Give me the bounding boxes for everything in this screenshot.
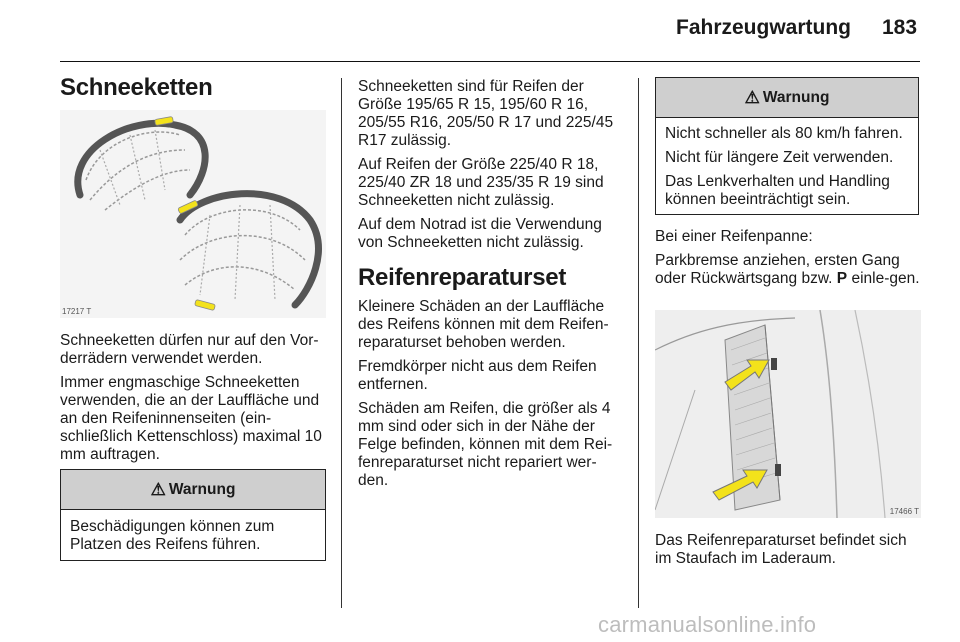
left-column	[60, 74, 326, 102]
column-divider-left	[341, 78, 342, 608]
paragraph: Schneeketten dürfen nur auf den Vor-derrädern verwendet werden.	[60, 332, 319, 367]
warning-header	[656, 78, 918, 118]
paragraph: Kleinere Schäden an der Lauffläche des Reifens können mit dem Reifen-reparaturset behoben werden.	[358, 298, 609, 351]
warning-title: Warnung	[168, 480, 236, 498]
section-heading-snow-chains: Schneeketten	[60, 74, 213, 101]
warning-text: Beschädigungen können zum Platzen des Reifens führen.	[70, 518, 275, 553]
paragraph: Auf dem Notrad ist die Verwendung von Schneeketten nicht zulässig.	[358, 216, 602, 251]
cargo-compartment-illustration	[655, 310, 921, 518]
paragraph: Auf Reifen der Größe 225/40 R 18, 225/40 ZR 18 und 235/35 R 19 sind Schneeketten nicht zulässig.	[358, 156, 604, 209]
repair-kit-figure	[655, 310, 921, 518]
warning-triangle-icon: ⚠	[150, 479, 166, 499]
paragraph	[655, 252, 921, 288]
snow-chains-illustration	[60, 110, 326, 318]
warning-body	[656, 118, 918, 217]
right-column-text	[655, 228, 921, 294]
paragraph: Bei einer Reifenpanne:	[655, 228, 813, 245]
text-run: Parkbremse anziehen, ersten Gang oder Rückwärtsgang bzw.	[655, 252, 900, 287]
figure-code: 17217 T	[62, 307, 92, 316]
text-run: einle-gen.	[847, 270, 920, 287]
paragraph: Das Reifenreparaturset befindet sich im Staufach im Laderaum.	[655, 532, 907, 567]
section-heading-repair-kit: Reifenreparaturset	[358, 264, 567, 291]
right-column-footer-text	[655, 532, 921, 574]
paragraph: Schneeketten sind für Reifen der Größe 195/65 R 15, 195/60 R 16, 205/55 R16, 205/50 R 17 und 225/45 R17 zulässig.	[358, 78, 614, 149]
warning-title: Warnung	[762, 88, 830, 106]
warning-box-left	[60, 469, 326, 561]
column-divider-right	[638, 78, 639, 608]
paragraph: Fremdkörper nicht aus dem Reifen entfernen.	[358, 358, 597, 393]
header-divider	[60, 61, 920, 62]
snow-chains-figure	[60, 110, 326, 318]
warning-line: Nicht schneller als 80 km/h fahren.	[665, 125, 903, 142]
paragraph: Immer engmaschige Schneeketten verwenden, die an der Lauffläche und an den Reifeninnenseiten (ein-schließlich Kettenschloss) maximal 10 mm auftragen.	[60, 374, 322, 463]
warning-header	[61, 470, 325, 510]
running-header-title: Fahrzeugwartung	[676, 16, 852, 39]
left-column-text	[60, 332, 326, 470]
warning-triangle-icon: ⚠	[744, 87, 760, 107]
warning-line: Nicht für längere Zeit verwenden.	[665, 149, 894, 166]
figure-code: 17466 T	[889, 507, 919, 516]
paragraph: Schäden am Reifen, die größer als 4 mm sind oder sich in der Nähe der Felge befinden, können mit dem Rei-fenreparaturset nicht repariert wer-den.	[358, 400, 613, 489]
page-number: 183	[882, 16, 918, 39]
warning-box-right	[655, 77, 919, 215]
watermark: carmanualsonline.info	[598, 612, 817, 637]
warning-line: Das Lenkverhalten und Handling können beeinträchtigt sein.	[665, 173, 890, 208]
warning-body	[61, 510, 325, 562]
gear-p-label: P	[836, 270, 848, 287]
middle-column	[358, 78, 624, 496]
